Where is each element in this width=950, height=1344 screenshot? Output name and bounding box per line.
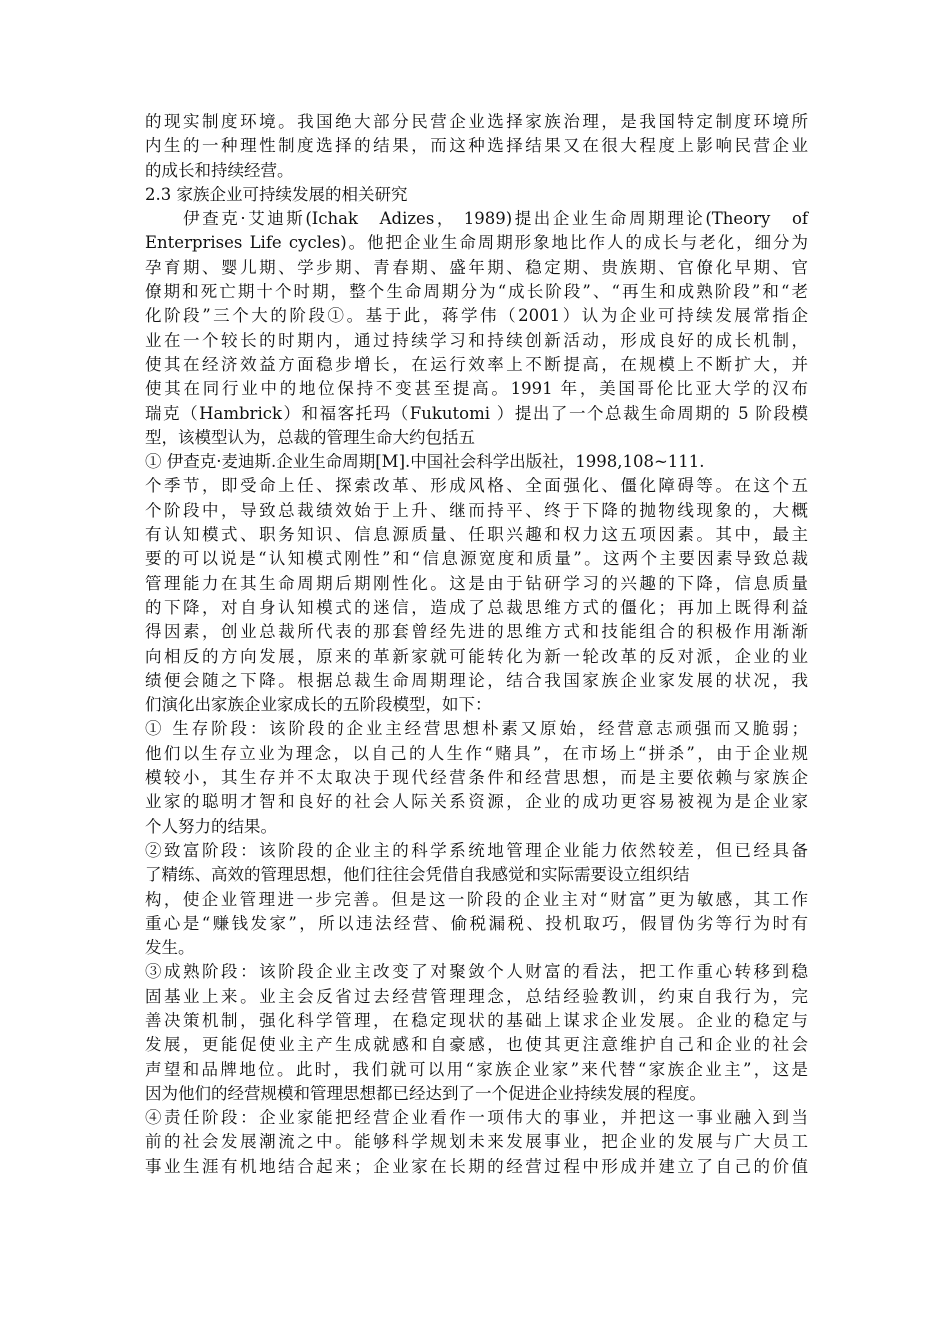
text-line: 构，使企业管理进一步完善。但是这一阶段的企业主对“财富”更为敏感，其工作 xyxy=(145,889,808,909)
text-line: 因为他们的经营规模和管理思想都已经达到了一个促进企业持续发展的程度。 xyxy=(145,1083,706,1103)
text-line: ① 伊查克·麦迪斯.企业生命周期[M].中国社会科学出版社，1998,108~111. xyxy=(145,452,705,472)
text-line: 个季节，即受命上任、探索改革、形成风格、全面强化、僵化障碍等。在这个五 xyxy=(145,476,808,496)
text-line: 他们以生存立业为理念，以自己的人生作“赌具”，在市场上“拼杀”，由于企业规 xyxy=(145,743,808,763)
document-body xyxy=(145,110,808,1179)
text-line: 声望和品牌地位。此时，我们就可以用“家族企业家”来代替“家族企业主”，这是 xyxy=(145,1059,808,1079)
text-line: 内生的一种理性制度选择的结果，而这种选择结果又在很大程度上影响民营企业 xyxy=(145,136,808,156)
text-line: 发生。 xyxy=(145,938,195,958)
text-line: 2.3 家族企业可持续发展的相关研究 xyxy=(145,184,408,204)
text-line: 们演化出家族企业家成长的五阶段模型，如下： xyxy=(145,695,492,715)
text-line: 的下降，对自身认知模式的迷信，造成了总裁思维方式的僵化；再加上既得利益 xyxy=(145,597,808,617)
text-line: ②致富阶段：该阶段的企业主的科学系统地管理企业能力依然较差，但已经具备 xyxy=(145,840,808,860)
text-line: 型，该模型认为，总裁的管理生命大约包括五 xyxy=(145,427,475,447)
text-line: 重心是“赚钱发家”，所以违法经营、偷税漏税、投机取巧，假冒伪劣等行为时有 xyxy=(145,913,808,933)
text-line: 伊查克·艾迪斯(Ichak Adizes， 1989)提出企业生命周期理论(Theory of xyxy=(145,209,808,229)
text-line: 个人努力的结果。 xyxy=(145,816,277,836)
text-line: 孕育期、婴儿期、学步期、青春期、盛年期、稳定期、贵族期、官僚化早期、官 xyxy=(145,257,808,277)
text-line: 的成长和持续经营。 xyxy=(145,160,294,180)
text-line: ④责任阶段：企业家能把经营企业看作一项伟大的事业，并把这一事业融入到当 xyxy=(145,1108,808,1128)
text-line: 使其在经济效益方面稳步增长，在运行效率上不断提高，在规模上不断扩大，并 xyxy=(145,354,808,374)
text-line: 瑞克（Hambrick）和福客托玛（Fukutomi ）提出了一个总裁生命周期的 5 阶段模 xyxy=(145,403,808,423)
text-line: 得因素，创业总裁所代表的那套曾经先进的思维方式和技能组合的积极作用渐渐 xyxy=(145,622,808,642)
text-line: Enterprises Life cycles)。他把企业生命周期形象地比作人的成长与老化，细分为 xyxy=(145,233,808,253)
text-line: 向相反的方向发展，原来的革新家就可能转化为新一轮改革的反对派，企业的业 xyxy=(145,646,808,666)
text-line: ① 生存阶段：该阶段的企业主经营思想朴素又原始，经营意志顽强而又脆弱； xyxy=(145,719,808,739)
text-line: 要的可以说是“认知模式刚性”和“信息源宽度和质量”。这两个主要因素导致总裁 xyxy=(145,549,808,569)
text-line: 僚期和死亡期十个时期，整个生命周期分为“成长阶段”、“再生和成熟阶段”和“老 xyxy=(145,282,808,302)
text-line: 模较小，其生存并不太取决于现代经营条件和经营思想，而是主要依赖与家族企 xyxy=(145,768,808,788)
text-line: 事业生涯有机地结合起来；企业家在长期的经营过程中形成并建立了自己的价值 xyxy=(145,1156,808,1176)
text-line: ③成熟阶段：该阶段企业主改变了对聚敛个人财富的看法，把工作重心转移到稳 xyxy=(145,962,808,982)
text-line: 有认知模式、职务知识、信息源质量、任职兴趣和权力这五项因素。其中，最主 xyxy=(145,525,808,545)
text-line: 的现实制度环境。我国绝大部分民营企业选择家族治理，是我国特定制度环境所 xyxy=(145,112,808,131)
text-line: 管理能力在其生命周期后期刚性化。这是由于钻研学习的兴趣的下降，信息质量 xyxy=(145,573,808,593)
text-line: 使其在同行业中的地位保持不变甚至提高。1991 年，美国哥伦比亚大学的汉布 xyxy=(145,379,808,399)
text-line: 化阶段”三个大的阶段①。基于此，蒋学伟（2001）认为企业可持续发展常指企 xyxy=(145,306,808,326)
text-line: 业在一个较长的时期内，通过持续学习和持续创新活动，形成良好的成长机制， xyxy=(145,330,808,350)
text-line: 绩便会随之下降。根据总裁生命周期理论，结合我国家族企业家发展的状况，我 xyxy=(145,670,808,690)
text-line: 善决策机制，强化科学管理，在稳定现状的基础上谋求企业发展。企业的稳定与 xyxy=(145,1010,808,1030)
text-line: 个阶段中，导致总裁绩效始于上升、继而持平、终于下降的抛物线现象的，大概 xyxy=(145,500,808,520)
text-line: 发展，更能促使业主产生成就感和自豪感，也使其更注意维护自己和企业的社会 xyxy=(145,1035,808,1055)
text-line: 前的社会发展潮流之中。能够科学规划未来发展事业，把企业的发展与广大员工 xyxy=(145,1132,808,1152)
text-line: 业家的聪明才智和良好的社会人际关系资源，企业的成功更容易被视为是企业家 xyxy=(145,792,808,812)
text-line: 了精练、高效的管理思想，他们往往会凭借自我感觉和实际需要设立组织结 xyxy=(145,865,690,885)
text-line: 固基业上来。业主会反省过去经营管理理念，总结经验教训，约束自我行为，完 xyxy=(145,986,808,1006)
